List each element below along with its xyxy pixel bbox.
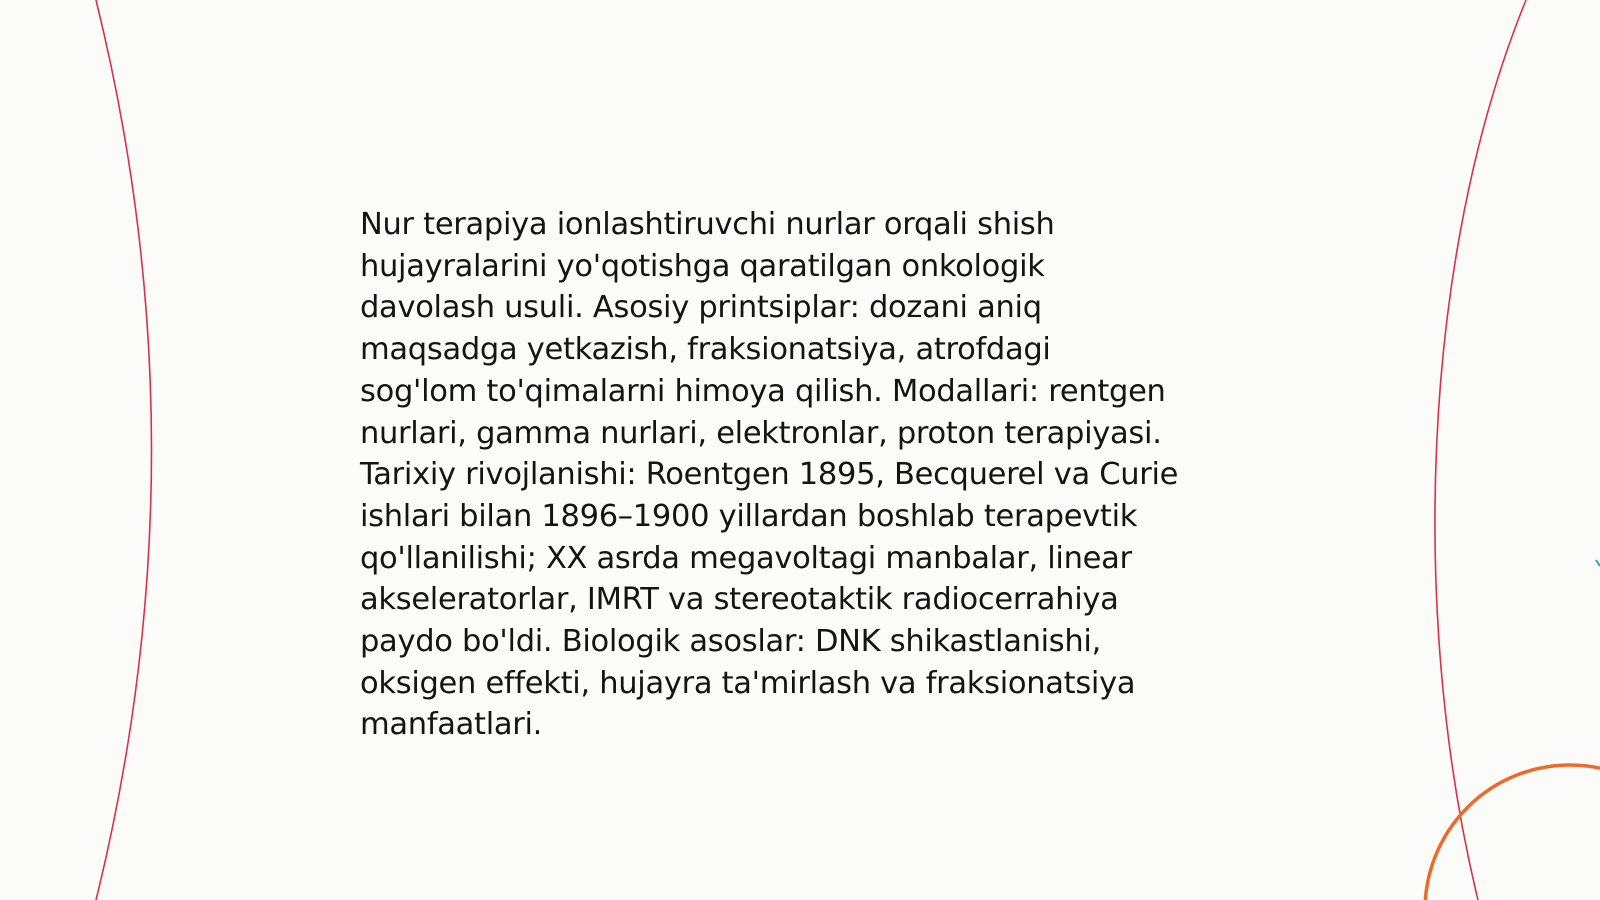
right-arc (1435, 0, 1526, 900)
left-arc (96, 0, 152, 900)
teal-accent (1596, 560, 1600, 566)
body-paragraph: Nur terapiya ionlashtiruvchi nurlar orqali shish hujayralarini yo'qotishga qaratilgan onkologik davolash usuli. Asosiy printsiplar: dozani aniq maqsadga yetkazish, fraksionatsiya, atrofdagi sog'lom to'qimalarni himoya qilish. Modallari: rentgen nurlari, gamma nurlari, elektronlar, proton terapiyasi. Tarixiy rivojlanishi: Roentgen 1895, Becquerel va Curie ishlari bilan 1896–1900 yillardan boshlab terapevtik qo'llanilishi; XX asrda megavoltagi manbalar, linear akseleratorlar, IMRT va stereotaktik radiocerrahiya paydo bo'ldi. Biologik asoslar: DNK shikastlanishi, oksigen effekti, hujayra ta'mirlash va fraksionatsiya manfaatlari. (360, 207, 1179, 743)
orange-circle-arc (1425, 765, 1600, 900)
